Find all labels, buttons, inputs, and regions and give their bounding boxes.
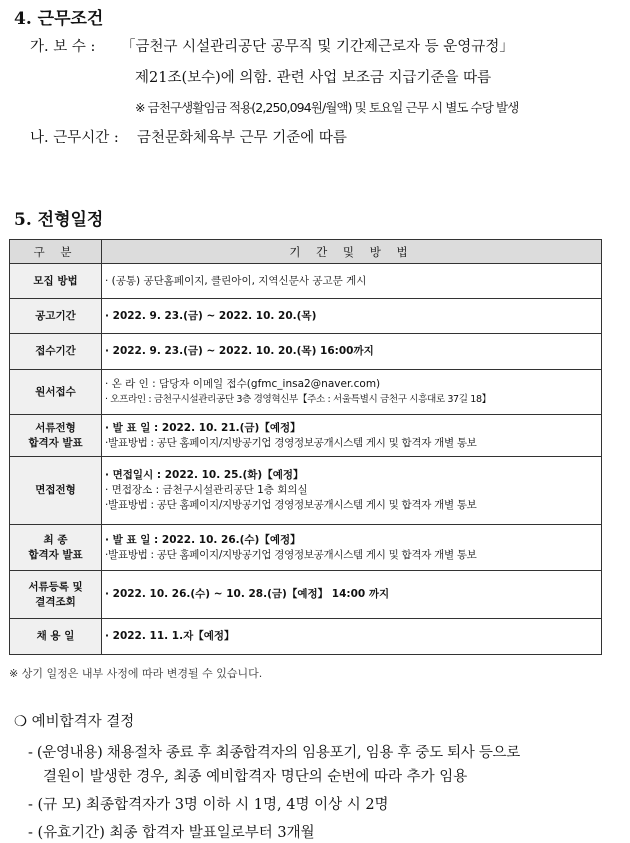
row-content: · 발 표 일 : 2022. 10. 21.(금)【예정】 ·발표방법 : 공단 홈페이지/지방공기업 경영정보공개시스템 게시 및 합격자 개별 통보 <box>102 415 602 457</box>
reserve-item2: - (규 모) 최종합격자가 3명 이하 시 1명, 4명 이상 시 2명 <box>28 797 389 813</box>
table-row <box>10 415 602 457</box>
table-row <box>10 264 602 299</box>
row-content <box>102 370 602 415</box>
row-label: 서류등록 및 결격조회 <box>10 571 102 619</box>
pay-line2: 제21조(보수)에 의함. 관련 사업 보조금 지급기준을 따름 <box>135 70 492 86</box>
row-label: 접수기간 <box>10 334 102 370</box>
table-row <box>10 334 602 370</box>
table-row <box>10 525 602 571</box>
row-label: 면접전형 <box>10 457 102 525</box>
section4-title: 4. 근무조건 <box>14 9 104 29</box>
table-row <box>10 571 602 619</box>
row-label: 모집 방법 <box>10 264 102 299</box>
row-label: 원서접수 <box>10 370 102 415</box>
pay-note: ※ 금천구생활임금 적용(2,250,094원/월액) 및 토요일 근무 시 별도 수당 발생 <box>135 100 519 115</box>
schedule-table <box>9 239 602 655</box>
email-line: · 온 라 인 : 담당자 이메일 접수(gfmc_insa2@naver.com) <box>105 378 381 390</box>
reserve-item1-line2: 결원이 발생한 경우, 최종 예비합격자 명단의 순번에 따라 추가 임용 <box>43 769 468 785</box>
section5-title: 5. 전형일정 <box>14 210 104 230</box>
row-label: 채 용 일 <box>10 619 102 655</box>
row-content: · (공통) 공단홈페이지, 클린아이, 지역신문사 공고문 게시 <box>102 264 602 299</box>
pay-label: 가. 보 수 : <box>30 39 96 55</box>
reserve-title: ❍ 예비합격자 결정 <box>14 714 135 730</box>
row-content: · 발 표 일 : 2022. 10. 26.(수)【예정】 ·발표방법 : 공단 홈페이지/지방공기업 경영정보공개시스템 게시 및 합격자 개별 통보 <box>102 525 602 571</box>
table-row <box>10 457 602 525</box>
table-row <box>10 299 602 334</box>
row-label: 최 종 합격자 발표 <box>10 525 102 571</box>
table-row <box>10 370 602 415</box>
hours-value: 금천문화체육부 근무 기준에 따름 <box>137 130 347 146</box>
table-row <box>10 619 602 655</box>
schedule-footnote: ※ 상기 일정은 내부 사정에 따라 변경될 수 있습니다. <box>9 667 263 680</box>
header-col-period-method: 기 간 및 방 법 <box>102 240 602 264</box>
reserve-item1-line1: - (운영내용) 채용절차 종료 후 최종합격자의 임용포기, 임용 후 중도 퇴사 등으로 <box>28 745 520 761</box>
row-label: 서류전형 합격자 발표 <box>10 415 102 457</box>
table-header-row <box>10 240 602 264</box>
row-content: · 2022. 9. 23.(금) ~ 2022. 10. 20.(목) <box>102 299 602 334</box>
reserve-item3: - (유효기간) 최종 합격자 발표일로부터 3개월 <box>28 825 315 841</box>
pay-line1: 「금천구 시설관리공단 공무직 및 기간제근로자 등 운영규정」 <box>121 39 514 55</box>
row-content: · 면접일시 : 2022. 10. 25.(화)【예정】 · 면접장소 : 금천구시설관리공단 1층 회의실 ·발표방법 : 공단 홈페이지/지방공기업 경영정보공개시스템 게시 및 합격자 개별 통보 <box>102 457 602 525</box>
row-content: · 2022. 10. 26.(수) ~ 10. 28.(금)【예정】 14:00 까지 <box>102 571 602 619</box>
header-col-category: 구 분 <box>10 240 102 264</box>
hours-label: 나. 근무시간 : <box>30 130 119 146</box>
row-content: · 2022. 11. 1.자【예정】 <box>102 619 602 655</box>
row-label: 공고기간 <box>10 299 102 334</box>
row-content: · 2022. 9. 23.(금) ~ 2022. 10. 20.(목) 16:00까지 <box>102 334 602 370</box>
address-line: · 오프라인 : 금천구시설관리공단 3층 경영혁신부【주소 : 서울특별시 금천구 시흥대로 37길 18】 <box>105 394 491 405</box>
